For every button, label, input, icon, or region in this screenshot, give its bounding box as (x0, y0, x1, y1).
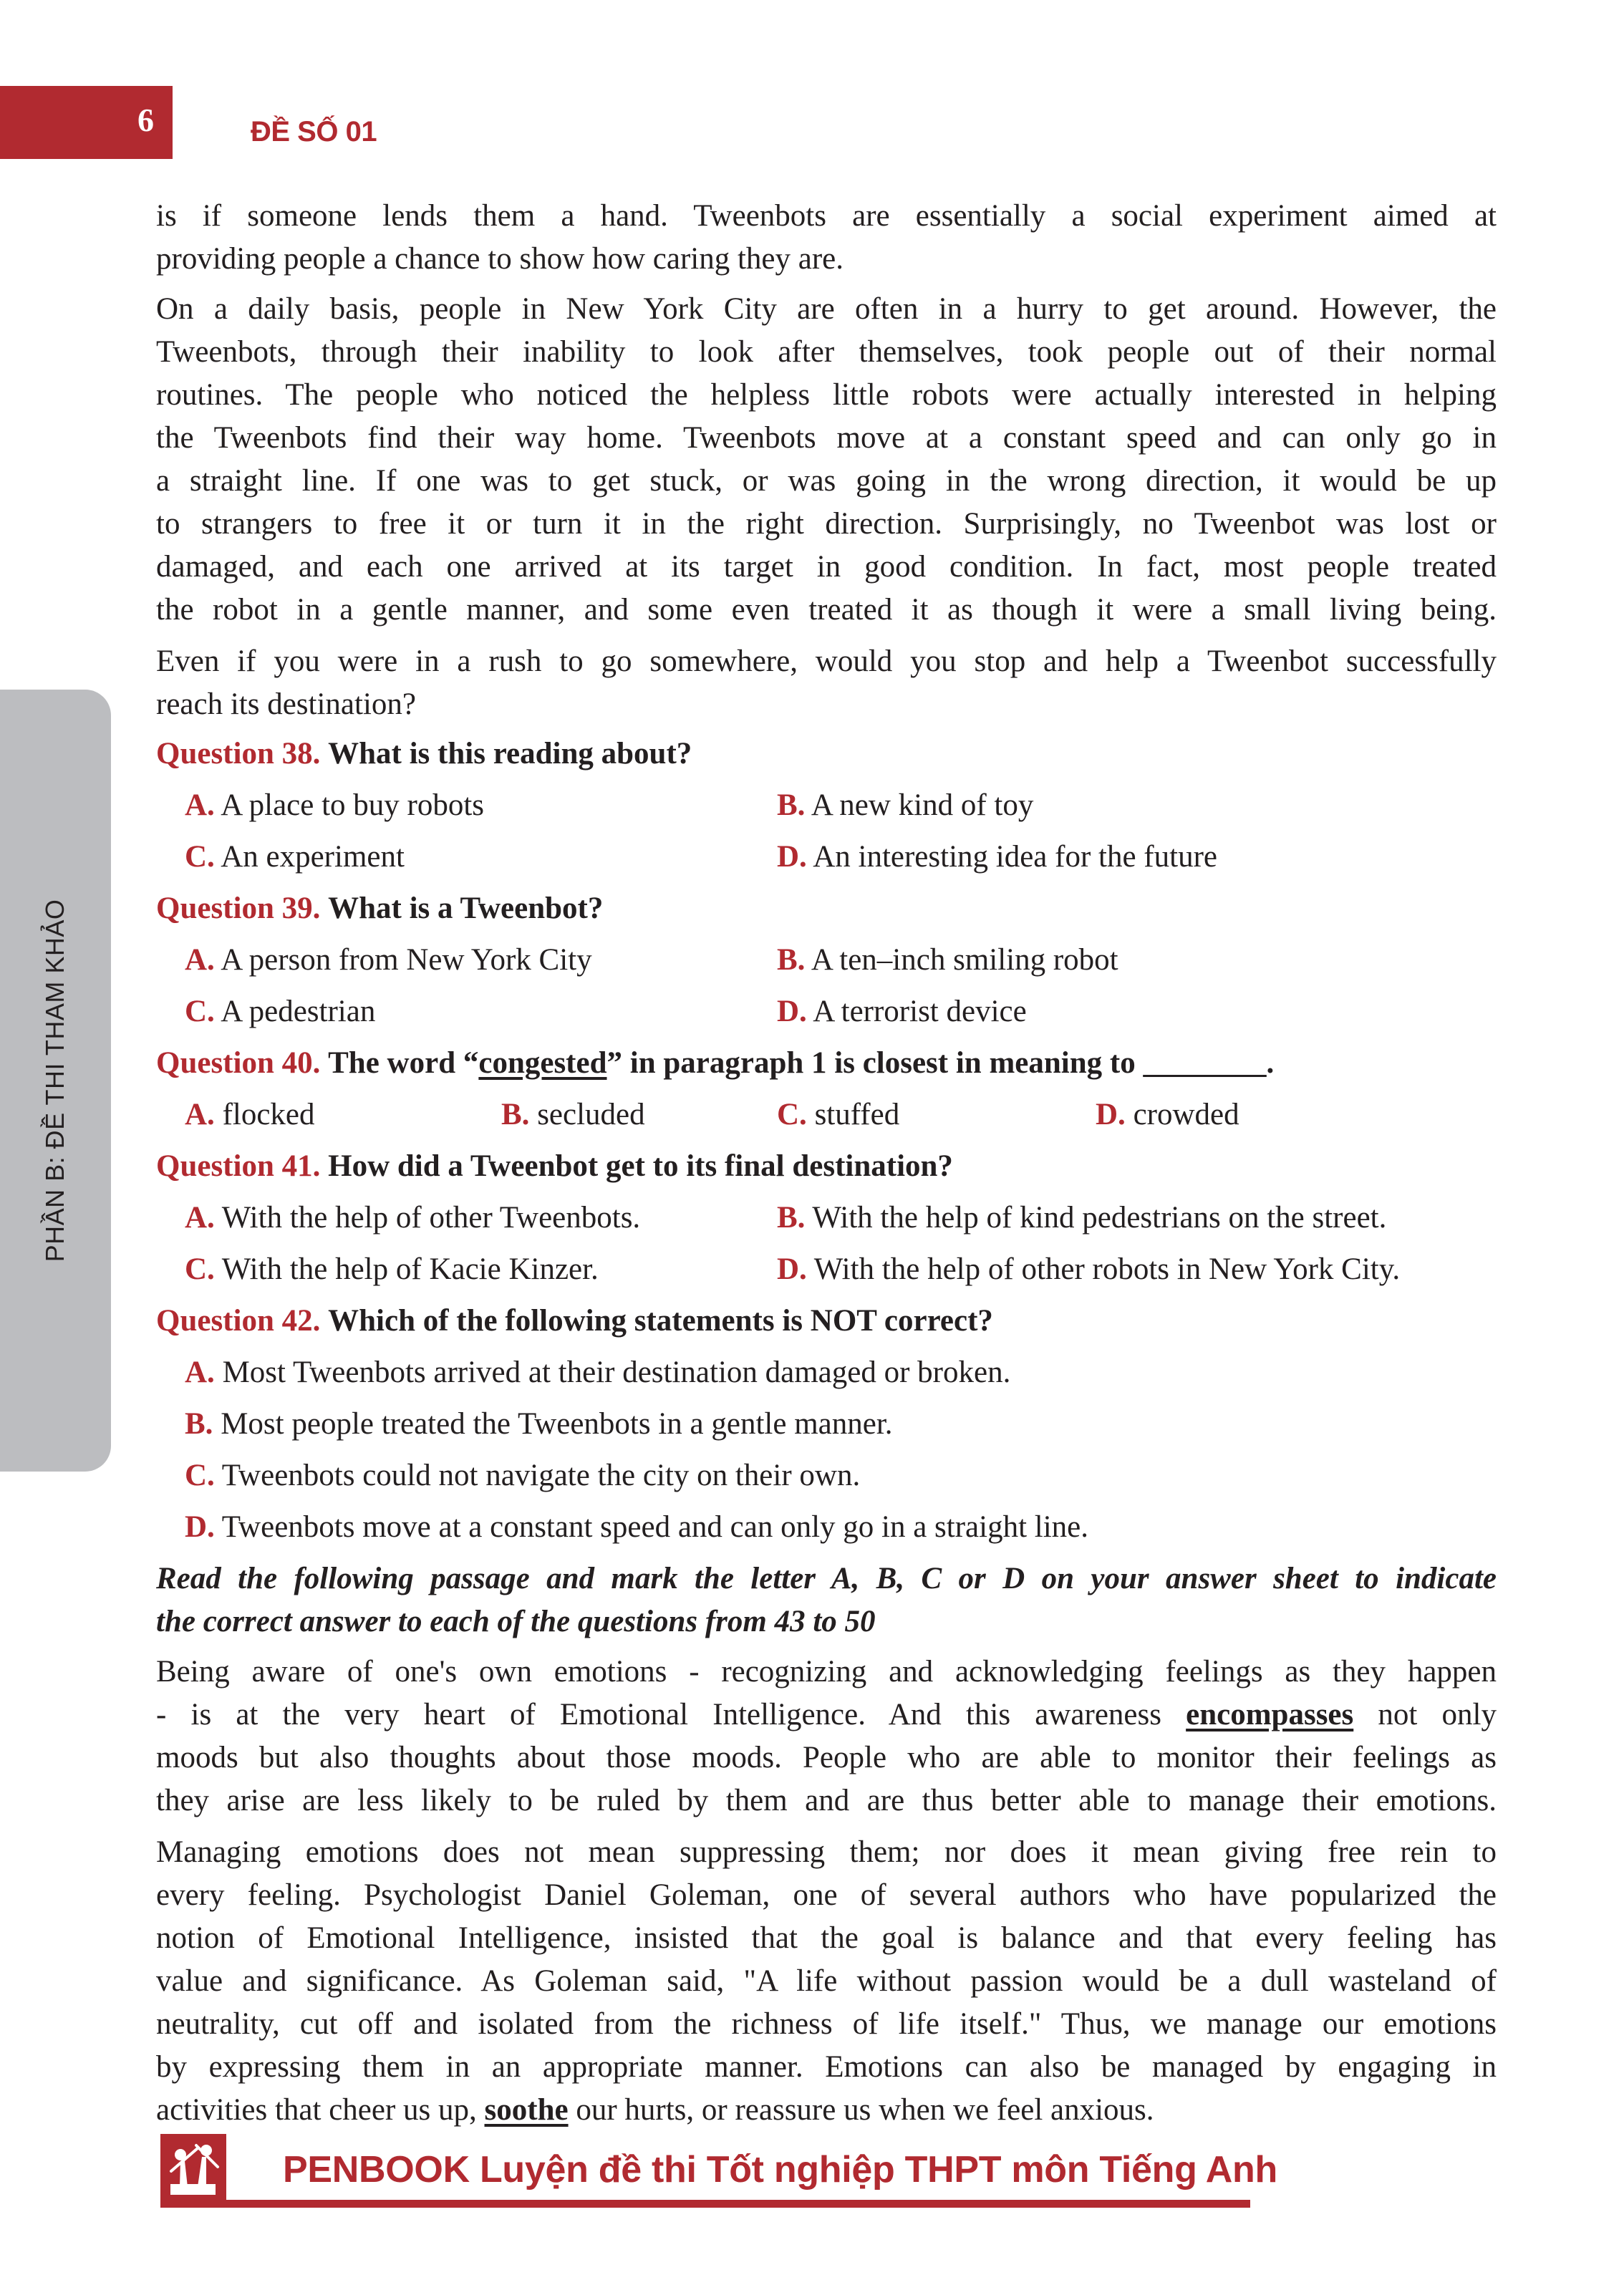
option-40-d[interactable] (1096, 1093, 1239, 1136)
option-text: A place to buy robots (221, 788, 485, 822)
option-text: A ten–inch smiling robot (811, 943, 1118, 977)
option-letter: B. (501, 1098, 530, 1131)
passage-line: value and significance. As Goleman said, "A life without passion would be a dull wasteland of (156, 1964, 1497, 1998)
passage-line: every feeling. Psychologist Daniel Goleman, one of several authors who have popularized the (156, 1878, 1497, 1912)
passage-line: moods but also thoughts about those moods. People who are able to monitor their feelings as (156, 1741, 1497, 1774)
option-41-c[interactable] (185, 1248, 599, 1291)
option-letter: A. (185, 1098, 215, 1131)
instruction-line: Read the following passage and mark the letter A, B, C or D on your answer sheet to indicate (156, 1562, 1497, 1595)
option-39-b[interactable] (777, 939, 1118, 982)
text-span: activities that cheer us up, (156, 2093, 485, 2127)
option-42-c[interactable] (185, 1454, 860, 1497)
option-text: Tweenbots could not navigate the city on their own. (221, 1459, 861, 1492)
question-40 (156, 1042, 1497, 1085)
two-people-logo-icon (160, 2134, 226, 2208)
footer-title: PENBOOK Luyện đề thi Tốt nghiệp THPT môn Tiếng Anh (283, 2149, 1277, 2191)
option-letter: D. (777, 840, 807, 874)
passage-line: reach its destination? (156, 687, 416, 721)
option-40-c[interactable] (777, 1093, 899, 1136)
question-label: Question 40. (156, 1046, 321, 1080)
question-label: Question 42. (156, 1304, 321, 1338)
underlined-word-soothe: soothe (484, 2093, 569, 2127)
option-text: flocked (222, 1098, 315, 1131)
option-text: With the help of Kacie Kinzer. (221, 1252, 599, 1286)
option-text: secluded (537, 1098, 645, 1131)
question-label: Question 39. (156, 892, 321, 925)
option-letter: D. (1096, 1098, 1126, 1131)
option-text: With the help of other robots in New York City. (813, 1252, 1401, 1286)
passage-line: On a daily basis, people in New York City are often in a hurry to get around. However, the (156, 292, 1497, 326)
option-38-c[interactable] (185, 836, 405, 879)
option-text: A new kind of toy (811, 788, 1034, 822)
question-text: What is a Tweenbot? (328, 892, 604, 925)
option-letter: C. (185, 1252, 215, 1286)
section-side-tab (0, 690, 111, 1472)
footer-rule (226, 2200, 1250, 2208)
option-text: An experiment (221, 840, 405, 874)
passage-line: providing people a chance to show how caring they are. (156, 242, 844, 276)
question-text: Which of the following statements is NOT correct? (328, 1304, 993, 1338)
passage-line: to strangers to free it or turn it in the right direction. Surprisingly, no Tweenbot was lost or (156, 507, 1497, 541)
option-letter: B. (777, 788, 806, 822)
passage-line: the Tweenbots find their way home. Tweenbots move at a constant speed and can only go in (156, 421, 1497, 455)
page-number: 6 (137, 102, 154, 138)
option-40-a[interactable] (185, 1093, 315, 1136)
passage-line: by expressing them in an appropriate manner. Emotions can also be managed by engaging in (156, 2050, 1497, 2084)
option-39-d[interactable] (777, 990, 1027, 1033)
question-text: How did a Tweenbot get to its final destination? (328, 1149, 953, 1183)
option-letter: C. (777, 1098, 807, 1131)
text-span: our hurts, or reassure us when we feel anxious. (568, 2093, 1154, 2127)
question-text-after: ” in paragraph 1 is closest in meaning to ________. (606, 1046, 1275, 1080)
question-41 (156, 1145, 1497, 1188)
option-39-c[interactable] (185, 990, 375, 1033)
passage-line: notion of Emotional Intelligence, insisted that the goal is balance and that every feeling has (156, 1921, 1497, 1955)
option-text: stuffed (814, 1098, 900, 1131)
option-letter: C. (185, 1459, 215, 1492)
option-41-d[interactable] (777, 1248, 1400, 1291)
option-text: A pedestrian (221, 995, 376, 1028)
option-letter: D. (777, 1252, 807, 1286)
question-text-before: The word “ (328, 1046, 479, 1080)
passage-line: routines. The people who noticed the helpless little robots were actually interested in helping (156, 378, 1497, 412)
passage-line: Tweenbots, through their inability to look after themselves, took people out of their normal (156, 335, 1497, 369)
instruction-line: the correct answer to each of the questions from 43 to 50 (156, 1605, 876, 1638)
passage-line: the robot in a gentle manner, and some even treated it as though it were a small living being. (156, 593, 1497, 627)
option-letter: B. (777, 943, 806, 977)
question-label: Question 38. (156, 737, 321, 771)
option-38-d[interactable] (777, 836, 1217, 879)
text-span: not only (1353, 1698, 1497, 1731)
option-text: A terrorist device (813, 995, 1027, 1028)
option-letter: C. (185, 995, 215, 1028)
option-41-a[interactable] (185, 1197, 640, 1240)
option-letter: D. (185, 1510, 215, 1544)
option-text: Most people treated the Tweenbots in a gentle manner. (221, 1407, 893, 1441)
option-41-b[interactable] (777, 1197, 1386, 1240)
option-text: crowded (1133, 1098, 1239, 1131)
option-text: With the help of kind pedestrians on the street. (812, 1201, 1387, 1235)
passage-line: a straight line. If one was to get stuck, or was going in the wrong direction, it would be up (156, 464, 1497, 498)
option-42-d[interactable] (185, 1506, 1088, 1549)
option-letter: A. (185, 943, 215, 977)
option-letter: A. (185, 1201, 215, 1235)
side-tab-label: PHẦN B: ĐỀ THI THAM KHẢO (40, 899, 69, 1262)
option-39-a[interactable] (185, 939, 592, 982)
option-letter: C. (185, 840, 215, 874)
passage-line (156, 2089, 1497, 2132)
penbook-logo (160, 2134, 226, 2208)
underlined-word-encompasses: encompasses (1186, 1698, 1354, 1731)
passage-line: neutrality, cut off and isolated from the richness of life itself." Thus, we manage our emotions (156, 2007, 1497, 2041)
option-38-a[interactable] (185, 784, 484, 827)
option-letter: A. (185, 1356, 215, 1389)
passage-line: Even if you were in a rush to go somewhere, would you stop and help a Tweenbot successfully (156, 644, 1497, 678)
option-42-b[interactable] (185, 1403, 893, 1446)
page-number-box (0, 86, 173, 159)
question-42 (156, 1300, 1497, 1343)
option-42-a[interactable] (185, 1351, 1010, 1394)
running-title: ĐỀ SỐ 01 (251, 116, 377, 148)
question-text: What is this reading about? (328, 737, 692, 771)
question-38 (156, 733, 1497, 776)
option-text: With the help of other Tweenbots. (221, 1201, 641, 1235)
option-letter: A. (185, 788, 215, 822)
option-text: Tweenbots move at a constant speed and can only go in a straight line. (221, 1510, 1089, 1544)
passage-line: Being aware of one's own emotions - recognizing and acknowledging feelings as they happen (156, 1655, 1497, 1689)
option-letter: B. (185, 1407, 213, 1441)
option-text: Most Tweenbots arrived at their destination damaged or broken. (222, 1356, 1011, 1389)
text-span: - is at the very heart of Emotional Intelligence. And this awareness (156, 1698, 1186, 1731)
option-40-b[interactable] (501, 1093, 645, 1136)
option-38-b[interactable] (777, 784, 1033, 827)
option-letter: B. (777, 1201, 806, 1235)
option-text: A person from New York City (221, 943, 592, 977)
question-label: Question 41. (156, 1149, 321, 1183)
passage-line: is if someone lends them a hand. Tweenbots are essentially a social experiment aimed at (156, 199, 1497, 233)
question-39 (156, 887, 1497, 930)
option-text: An interesting idea for the future (813, 840, 1217, 874)
underlined-word-congested: congested (478, 1046, 607, 1080)
passage-line (156, 1694, 1497, 1737)
passage-line: Managing emotions does not mean suppressing them; nor does it mean giving free rein to (156, 1835, 1497, 1869)
passage-line: they arise are less likely to be ruled by them and are thus better able to manage their emotions. (156, 1784, 1497, 1817)
option-letter: D. (777, 995, 807, 1028)
passage-line: damaged, and each one arrived at its target in good condition. In fact, most people treated (156, 550, 1497, 584)
